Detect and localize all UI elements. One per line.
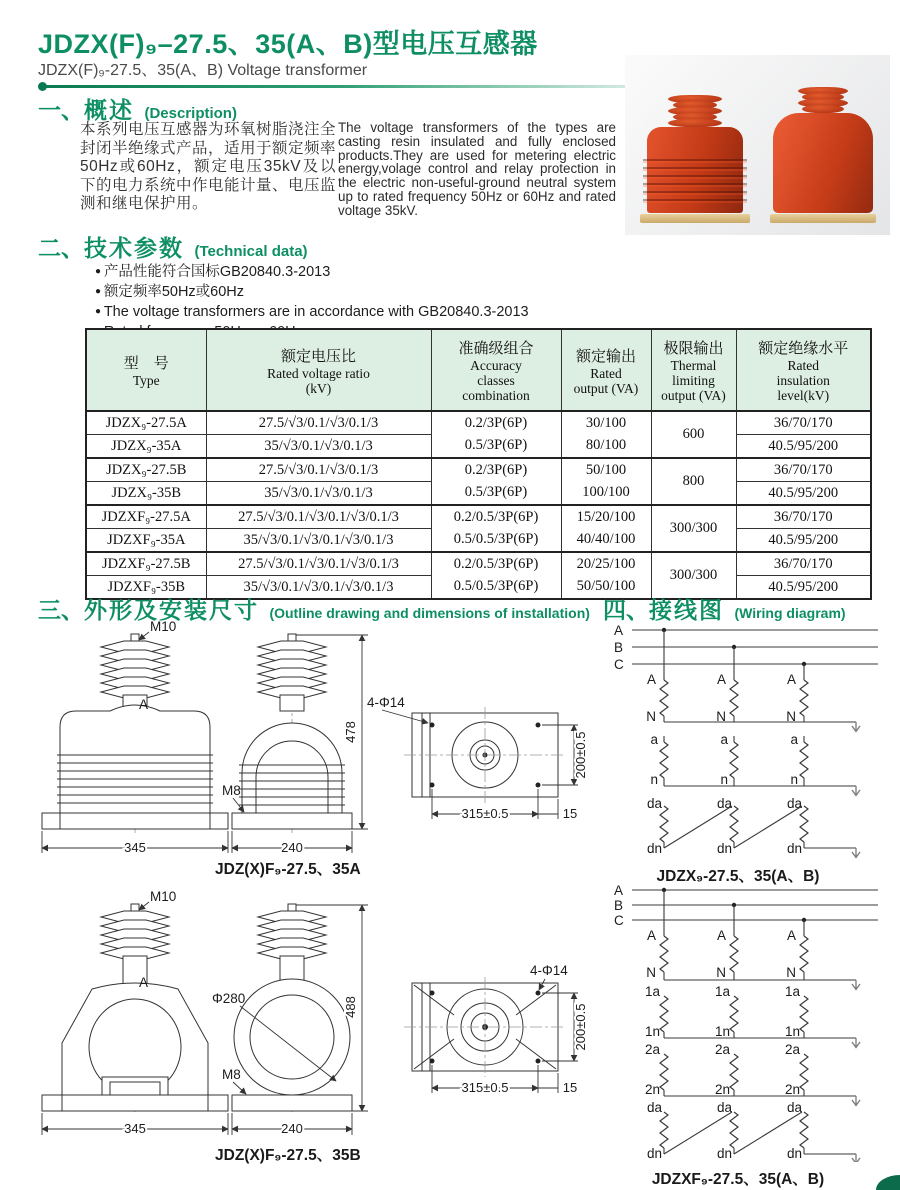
section-2-title-cn: 技术参数 [84, 235, 184, 261]
side-view-b [212, 904, 368, 1136]
holes-label: 4-Φ14 [367, 695, 405, 710]
cell-insulation: 36/70/170 [736, 505, 871, 529]
primary-bottom-label: N [716, 709, 726, 724]
residual-bottom-label: dn [716, 1146, 732, 1161]
cell-accuracy: 0.2/3P(6P) 0.5/3P(6P) [431, 411, 561, 458]
primary-bottom-label: N [786, 709, 796, 724]
outline-drawing-b [30, 885, 605, 1137]
description-english: The voltage transformers of the types are casting resin insulated and fully enclosed products.They are used for metering electric energy,volage control and relay protection in the electric non-useful-ground neutral system up to rated frequency 50Hz or 60Hz and rated voltage 35kV. [338, 120, 616, 218]
winding1-bottom-label: 1n [714, 1024, 730, 1039]
table-row [86, 411, 871, 435]
cell-accuracy: 0.2/3P(6P) 0.5/3P(6P) [431, 458, 561, 505]
bushing-fin [668, 119, 722, 127]
outline-group-a [30, 615, 605, 883]
header-output: 额定输出 Rated output (VA) [561, 329, 651, 411]
holes-label: 4-Φ14 [530, 963, 568, 978]
bus-b-label: B [614, 640, 624, 655]
secondary-top-label: a [650, 732, 658, 747]
winding2-bottom-label: 2n [644, 1082, 660, 1097]
dim-plate-height: 200±0.5 [573, 1003, 588, 1051]
primary-top-label: A [786, 672, 796, 687]
residual-bottom-label: dn [716, 841, 732, 856]
section-3-number: 三、 [38, 597, 84, 623]
winding1-bottom-label: 1n [644, 1024, 660, 1039]
dim-side-width: 240 [281, 840, 303, 855]
header-ratio: 额定电压比 Rated voltage ratio (kV) [206, 329, 431, 411]
m10-label: M10 [150, 619, 177, 634]
section-1-number: 一、 [38, 97, 84, 123]
dim-front-width: 345 [124, 1121, 146, 1136]
bus-b-label: B [614, 898, 624, 913]
product-photo [625, 55, 890, 235]
section-1-title-en: (Description) [144, 105, 237, 122]
tech-bullet: ● 产品性能符合国标GB20840.3-2013 [95, 262, 529, 282]
secondary-top-label: a [790, 732, 798, 747]
winding2-top-label: 2a [714, 1042, 730, 1057]
bottom-view-b [404, 963, 588, 1095]
cell-insulation: 36/70/170 [736, 411, 871, 435]
winding2-bottom-label: 2n [714, 1082, 730, 1097]
residual-bottom-label: dn [786, 1146, 802, 1161]
primary-top-label: A [786, 928, 796, 943]
dim-edge: 15 [562, 806, 578, 821]
bus-a-label: A [614, 623, 624, 638]
transformer-photo-smooth [770, 89, 876, 223]
secondary-top-label: a [720, 732, 728, 747]
primary-top-label: A [716, 928, 726, 943]
terminal-a-label: A [139, 697, 149, 712]
cell-insulation: 40.5/95/200 [736, 576, 871, 600]
section-3-title-en: (Outline drawing and dimensions of installation) [269, 605, 590, 621]
residual-bottom-label: dn [786, 841, 802, 856]
cell-accuracy: 0.2/0.5/3P(6P) 0.5/0.5/3P(6P) [431, 505, 561, 552]
cell-ratio: 35/√3/0.1/√3/0.1/3 [206, 482, 431, 506]
tech-bullet: ● The voltage transformers are in accordance with GB20840.3-2013 [95, 302, 529, 322]
winding2-top-label: 2a [784, 1042, 800, 1057]
cell-thermal: 800 [651, 458, 736, 505]
wiring-group-2 [606, 878, 896, 1188]
transformer-base [640, 214, 750, 223]
cell-ratio: 27.5/√3/0.1/√3/0.1/√3/0.1/3 [206, 505, 431, 529]
cell-type: JDZX₉-35B [86, 482, 206, 506]
dim-plate-height: 200±0.5 [573, 731, 588, 779]
cell-ratio: 35/√3/0.1/√3/0.1/√3/0.1/3 [206, 576, 431, 600]
bushing-fin [802, 105, 844, 113]
cell-insulation: 40.5/95/200 [736, 529, 871, 553]
dim-edge: 15 [562, 1080, 578, 1095]
cell-thermal: 300/300 [651, 552, 736, 599]
cell-type: JDZXF₉-27.5A [86, 505, 206, 529]
m10-label: M10 [150, 889, 177, 904]
section-2-title-en: (Technical data) [194, 243, 308, 260]
winding1-top-label: 1a [644, 984, 660, 999]
header-divider [40, 85, 705, 88]
secondary-bottom-label: n [790, 772, 798, 787]
residual-top-label: da [646, 796, 662, 811]
residual-bottom-label: dn [646, 1146, 662, 1161]
cell-type: JDZX₉-35A [86, 435, 206, 459]
section-4-title-cn: 接线图 [649, 597, 724, 623]
cell-insulation: 36/70/170 [736, 458, 871, 482]
dim-plate-width: 315±0.5 [461, 806, 509, 821]
primary-bottom-label: N [786, 965, 796, 980]
table-row [86, 458, 871, 482]
bottom-view-a [367, 695, 588, 821]
bus-c-label: C [614, 657, 624, 672]
primary-top-label: A [646, 928, 656, 943]
residual-top-label: da [716, 1100, 732, 1115]
cell-insulation: 36/70/170 [736, 552, 871, 576]
cell-type: JDZX₉-27.5B [86, 458, 206, 482]
section-2-number: 二、 [38, 235, 84, 261]
terminal-a-label: A [139, 975, 149, 990]
cell-ratio: 35/√3/0.1/√3/0.1/√3/0.1/3 [206, 529, 431, 553]
cell-thermal: 600 [651, 411, 736, 458]
drawing-caption-a: JDZ(X)F₉-27.5、35A [215, 861, 361, 878]
header-insulation: 额定绝缘水平 Rated insulation level(kV) [736, 329, 871, 411]
dim-front-width: 345 [124, 840, 146, 855]
front-view-b [42, 889, 228, 1136]
front-view-a [42, 619, 228, 855]
phi280-label: Φ280 [212, 991, 246, 1006]
residual-bottom-label: dn [646, 841, 662, 856]
cell-thermal: 300/300 [651, 505, 736, 552]
table-header-row [86, 329, 871, 411]
primary-bottom-label: N [646, 965, 656, 980]
cell-output: 15/20/100 40/40/100 [561, 505, 651, 552]
winding2-top-label: 2a [644, 1042, 660, 1057]
wiring-diagram-jdzxf9 [606, 878, 894, 1162]
residual-top-label: da [786, 1100, 802, 1115]
page-subtitle: JDZX(F)₉-27.5、35(A、B) Voltage transformer [38, 62, 368, 79]
cell-ratio: 35/√3/0.1/√3/0.1/3 [206, 435, 431, 459]
residual-top-label: da [646, 1100, 662, 1115]
wiring-group-1 [606, 616, 896, 885]
winding1-top-label: 1a [784, 984, 800, 999]
cell-ratio: 27.5/√3/0.1/√3/0.1/3 [206, 458, 431, 482]
section-2-heading [38, 230, 308, 263]
side-view-a [222, 634, 368, 855]
transformer-base [770, 214, 876, 223]
residual-top-label: da [716, 796, 732, 811]
wiring-caption-2: JDZXF₉-27.5、35(A、B) [651, 1171, 825, 1188]
outline-group-b [30, 885, 605, 1175]
primary-bottom-label: N [716, 965, 726, 980]
winding1-bottom-label: 1n [784, 1024, 800, 1039]
section-4-number: 四、 [603, 597, 649, 623]
transformer-body [773, 113, 873, 213]
cell-type: JDZXF₉-27.5B [86, 552, 206, 576]
primary-top-label: A [716, 672, 726, 687]
cell-type: JDZX₉-27.5A [86, 411, 206, 435]
bus-a-label: A [614, 883, 624, 898]
cell-output: 30/100 80/100 [561, 411, 651, 458]
tech-bullet: ● 额定频率50Hz或60Hz [95, 282, 529, 302]
header-type: 型 号 Type [86, 329, 206, 411]
winding2-bottom-label: 2n [784, 1082, 800, 1097]
cell-output: 50/100 100/100 [561, 458, 651, 505]
table-row [86, 505, 871, 529]
description-chinese: 本系列电压互感器为环氧树脂浇注全封闭半绝缘式产品，适用于额定频率50Hz或60Hz，额定电压35kV及以下的电力系统中作电能计量、电压监测和继电保护用。 [80, 121, 337, 213]
cell-ratio: 27.5/√3/0.1/√3/0.1/√3/0.1/3 [206, 552, 431, 576]
section-3-title-cn: 外形及安装尺寸 [84, 597, 259, 623]
dim-height: 478 [343, 721, 358, 743]
outline-drawing-a [30, 615, 605, 860]
header-accuracy: 准确级组合 Accuracy classes combination [431, 329, 561, 411]
bus-c-label: C [614, 913, 624, 928]
wiring-diagram-jdzx9 [606, 616, 894, 859]
header-thermal: 极限输出 Thermal limiting output (VA) [651, 329, 736, 411]
secondary-bottom-label: n [720, 772, 728, 787]
cell-insulation: 40.5/95/200 [736, 435, 871, 459]
page-title: JDZX(F)₉–27.5、35(A、B)型电压互感器 [38, 29, 538, 59]
cell-type: JDZXF₉-35A [86, 529, 206, 553]
transformer-body [647, 127, 743, 213]
wiring-caption-1: JDZX₉-27.5、35(A、B) [656, 868, 820, 885]
drawing-caption-b: JDZ(X)F₉-27.5、35B [215, 1147, 361, 1164]
secondary-bottom-label: n [650, 772, 658, 787]
spec-table [85, 328, 872, 600]
table-row [86, 552, 871, 576]
m8-label: M8 [222, 783, 241, 798]
cell-type: JDZXF₉-35B [86, 576, 206, 600]
dim-plate-width: 315±0.5 [461, 1080, 509, 1095]
winding1-top-label: 1a [714, 984, 730, 999]
m8-label: M8 [222, 1067, 241, 1082]
transformer-photo-finned [640, 97, 750, 223]
primary-top-label: A [646, 672, 656, 687]
cell-accuracy: 0.2/0.5/3P(6P) 0.5/0.5/3P(6P) [431, 552, 561, 599]
dim-side-width: 240 [281, 1121, 303, 1136]
section-1-title-cn: 概述 [84, 97, 134, 123]
cell-ratio: 27.5/√3/0.1/√3/0.1/3 [206, 411, 431, 435]
dim-height: 488 [343, 996, 358, 1018]
residual-top-label: da [786, 796, 802, 811]
section-4-title-en: (Wiring diagram) [734, 605, 846, 621]
primary-bottom-label: N [646, 709, 656, 724]
cell-output: 20/25/100 50/50/100 [561, 552, 651, 599]
cell-insulation: 40.5/95/200 [736, 482, 871, 506]
